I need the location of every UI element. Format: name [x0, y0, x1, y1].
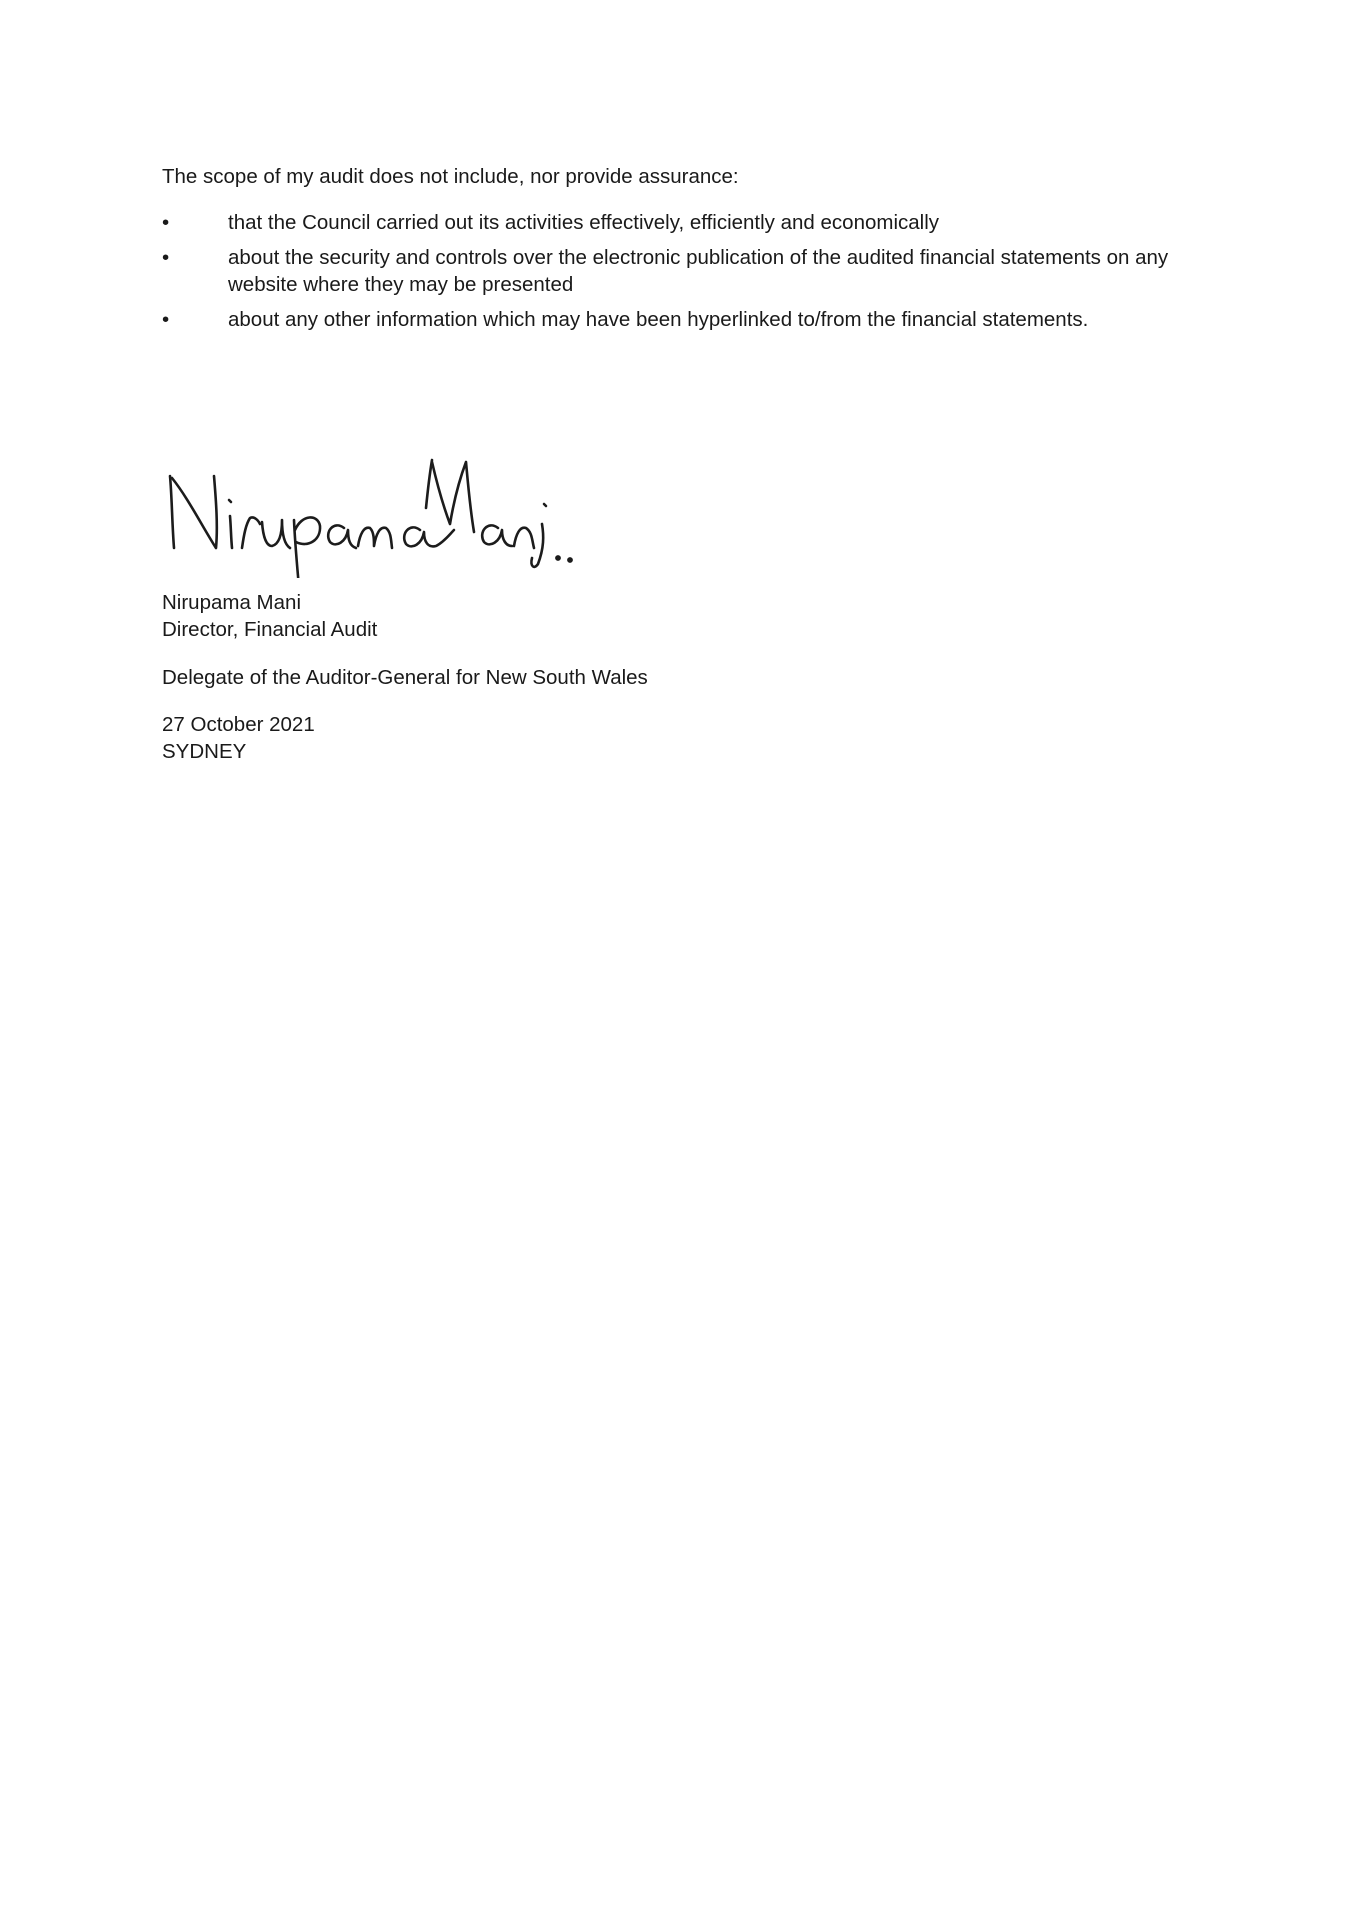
scope-list-item: [162, 306, 1222, 333]
bullet-icon: •: [162, 211, 170, 234]
scope-item-text: that the Council carried out its activities effectively, efficiently and economically: [228, 211, 940, 234]
scope-item-text: about the security and controls over the electronic publication of the audited financial statements on any website where they may be presented: [228, 246, 1169, 296]
scope-list-item: [162, 209, 1222, 236]
scope-intro: The scope of my audit does not include, nor provide assurance:: [162, 165, 739, 188]
bullet-icon: •: [162, 308, 170, 331]
scope-list: [162, 209, 1222, 341]
signatory-block: [162, 589, 377, 643]
signature-date: 27 October 2021: [162, 713, 315, 736]
handwritten-signature: [158, 448, 598, 578]
signatory-title: Director, Financial Audit: [162, 618, 378, 641]
bullet-icon: •: [162, 246, 170, 269]
signature-place: SYDNEY: [162, 740, 247, 763]
delegation-statement: Delegate of the Auditor-General for New South Wales: [162, 666, 648, 689]
scope-list-item: [162, 244, 1222, 298]
signatory-name: Nirupama Mani: [162, 591, 301, 614]
scope-item-text: about any other information which may have been hyperlinked to/from the financial statements.: [228, 308, 1089, 331]
date-place-block: [162, 711, 315, 765]
